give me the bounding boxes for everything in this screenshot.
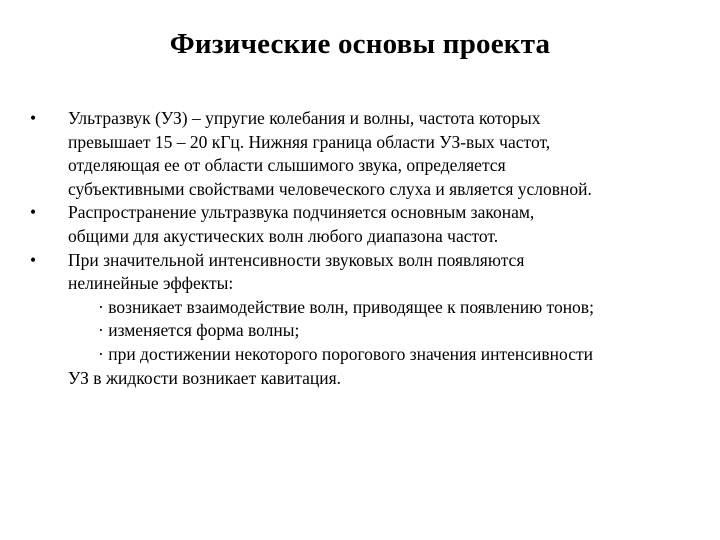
sub-bullet-icon: ·: [98, 296, 104, 317]
bullet-line: превышает 15 – 20 кГц. Нижняя граница области УЗ-вых частот,: [68, 131, 551, 152]
sub-item: [68, 319, 690, 343]
bullet-line: отделяющая ее от области слышимого звука, определяется: [68, 155, 506, 176]
sub-item-text: при достижении некоторого порогового значения интенсивности: [108, 343, 593, 364]
bullet-list: [30, 107, 690, 390]
bullet-icon: •: [30, 108, 37, 128]
bullet-line: общими для акустических волн любого диапазона частот.: [68, 225, 499, 246]
sub-item: [68, 343, 690, 367]
bullet-tail-line: УЗ в жидкости возникает кавитация.: [68, 367, 342, 388]
bullet-line: Распространение ультразвука подчиняется основным законам,: [68, 202, 535, 223]
sub-bullet-icon: ·: [98, 320, 104, 341]
sub-bullet-icon: ·: [98, 343, 104, 364]
bullet-line: При значительной интенсивности звуковых волн появляются: [68, 249, 525, 270]
bullet-icon: •: [30, 249, 37, 270]
bullet-icon: •: [30, 202, 37, 223]
bullet-item-ultrasound-definition: [30, 107, 690, 201]
sub-item: [68, 296, 690, 320]
bullet-line: субъективными свойствами человеческого слуха и является условной.: [68, 178, 592, 199]
bullet-item-propagation: [30, 201, 690, 248]
bullet-item-nonlinear-effects: [30, 249, 690, 391]
bullet-line: Ультразвук (УЗ) – упругие колебания и волны, частота которых: [68, 108, 541, 128]
sub-item-text: возникает взаимодействие волн, приводящее к появлению тонов;: [108, 296, 594, 317]
slide-title: Физические основы проекта: [169, 28, 551, 60]
sub-item-text: изменяется форма волны;: [108, 320, 300, 341]
bullet-line: нелинейные эффекты:: [68, 273, 234, 294]
